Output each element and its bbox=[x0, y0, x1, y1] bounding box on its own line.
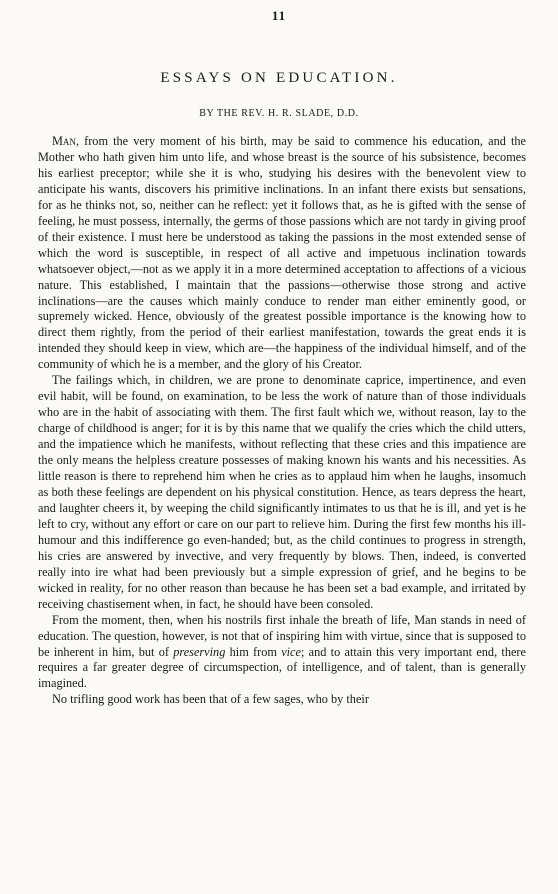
emphasis-vice: vice bbox=[281, 644, 301, 659]
paragraph-4 bbox=[38, 692, 526, 708]
paragraph-text: ; and to attain this very important end, there requires a far greater degree of circumspection, of intelligence, and of talent, than is generally imagined. bbox=[38, 644, 526, 691]
lead-word: Man bbox=[52, 134, 76, 148]
paragraph-text: him from bbox=[225, 644, 282, 659]
paragraph-3 bbox=[38, 613, 526, 693]
emphasis-preserving: preserving bbox=[173, 644, 226, 659]
author-byline: BY THE REV. H. R. SLADE, D.D. bbox=[199, 108, 359, 119]
paragraph-text: , from the very moment of his birth, may be said to commence his education, and the Mother who hath given him unto life, and whose breast is the source of his subsistence, becomes his earliest preceptor; while she it is who, studying his desires with the benevolent view to anticipate his wants, discovers his primitive inclinations. In an infant there exists but sensations, for as he thinks not, so, neither can he reflect: yet it follows that, as he is gifted with the sense of feeling, he must possess, internally, the germs of those passions which are not tardy in giving proof of their existence. I must here be understood as taking the passions in the most extended sense of which the word is susceptible, in respect of all active and impetuous inclination towards whatsoever object,—not as we apply it in a more determined acceptation to affections of a vicious nature. This established, I maintain that the passions—otherwise those strong and active inclinations—are the causes which mainly conduce to render man either eminently good, or supremely wicked. Hence, obviously of the greatest possible importance is the knowing how to direct them rightly, from the period of their earliest manifestation, towards the great ends it is intended they should keep in view, which are—the happiness of the individual himself, and of the community of which he is a member, and the glory of his Creator. bbox=[38, 134, 526, 372]
paragraph-text: The failings which, in children, we are prone to denominate caprice, impertinence, and even evil habit, will be found, on examination, to be less the work of nature than of those individuals who are in the habit of associating with them. The first fault which we, without reason, lay to the charge of childhood is anger; for it is by this name that we qualify the cries which the child utters, and the impatience which he manifests, without reflecting that these cries and this impatience are the only means the helpless creature possesses of making known his wants and his necessities. As little reason is there to reprehend him when he cries as to applaud him when he laughs, insomuch as both these feelings are dependent on his physical constitution. Hence, as tears depress the heart, and laughter cheers it, by weeping the child significantly intimates to us that he is ill, and yet is he left to cry, without any effort or care on our part to relieve him. During the first few months his ill-humour and this indifference go even-handed; but, as the child continues to progress in strength, his cries are answered by invective, and very frequently by blows. Then, indeed, is converted really into ire what had been previously but a simple expression of grief, and he begins to be wicked in reality, for no other reason than because he has been set a bad example, and irritated by receiving chastisement when, in fact, he should have been consoled. bbox=[38, 373, 526, 611]
paragraph-text: From the moment, then, when his nostrils first inhale the breath of life, Man stands in need of education. The question, however, is not that of inspiring him with virtue, since that is supposed to be inherent in him, but of bbox=[38, 612, 526, 659]
paragraph-text: No trifling good work has been that of a few sages, who by their bbox=[52, 692, 369, 707]
page-number: 11 bbox=[271, 8, 287, 23]
article-title: ESSAYS ON EDUCATION. bbox=[160, 70, 398, 86]
article-body bbox=[38, 134, 526, 708]
paragraph-2 bbox=[38, 373, 526, 612]
paragraph-1 bbox=[38, 134, 526, 373]
